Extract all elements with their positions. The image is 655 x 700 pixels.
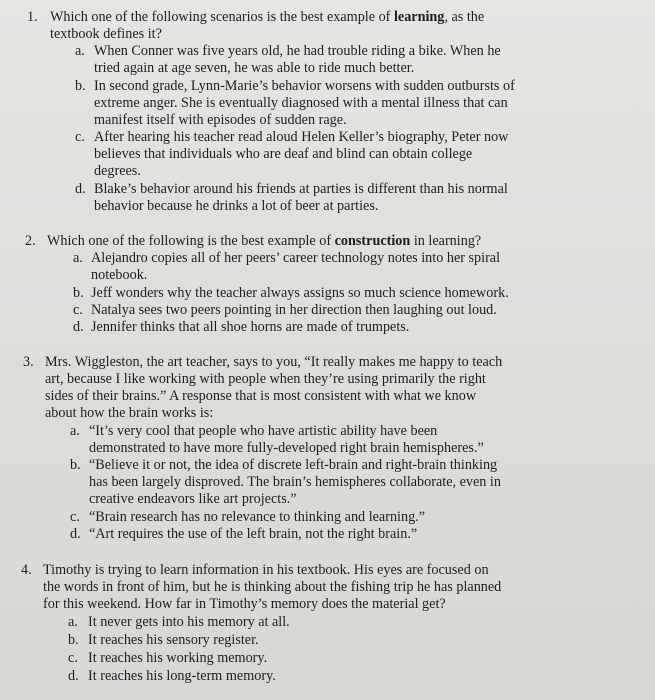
question-number: 2. bbox=[25, 233, 36, 249]
question-number: 1. bbox=[27, 9, 38, 25]
option-text: “Believe it or not, the idea of discrete left-brain and right-brain thinking bbox=[89, 457, 498, 473]
option-text: When Conner was five years old, he had trouble riding a bike. When he bbox=[94, 43, 501, 59]
option-letter: b. bbox=[73, 285, 84, 301]
option-text: manifest itself with episodes of sudden rage. bbox=[94, 112, 347, 128]
option-text: notebook. bbox=[91, 267, 148, 283]
question-stem-line: the words in front of him, but he is thinking about the fishing trip he has planned bbox=[43, 579, 502, 595]
option-text: “It’s very cool that people who have artistic ability have been bbox=[89, 423, 438, 439]
option-text: It reaches his sensory register. bbox=[88, 632, 259, 648]
option-text: Natalya sees two peers pointing in her direction then laughing out loud. bbox=[91, 302, 497, 318]
question-stem-line: for this weekend. How far in Timothy’s memory does the material get? bbox=[43, 596, 446, 612]
option-letter: b. bbox=[75, 78, 86, 94]
option-text: Jeff wonders why the teacher always assigns so much science homework. bbox=[91, 285, 509, 301]
question-number: 3. bbox=[23, 354, 34, 370]
option-letter: c. bbox=[68, 650, 78, 666]
option-letter: a. bbox=[70, 423, 80, 439]
option-text: Alejandro copies all of her peers’ career technology notes into her spiral bbox=[91, 250, 501, 266]
question-stem-line: Which one of the following scenarios is the best example of learning, as the bbox=[50, 9, 485, 25]
option-letter: c. bbox=[70, 509, 80, 525]
question-stem-line: Timothy is trying to learn information in his textbook. His eyes are focused on bbox=[43, 562, 489, 578]
option-text: tried again at age seven, he was able to ride much better. bbox=[94, 60, 415, 76]
question-stem-line: Which one of the following is the best example of construction in learning? bbox=[47, 233, 482, 249]
option-letter: b. bbox=[68, 632, 79, 648]
question-stem-line: about how the brain works is: bbox=[45, 405, 214, 421]
option-text: Blake’s behavior around his friends at parties is different than his normal bbox=[94, 181, 508, 197]
option-letter: a. bbox=[75, 43, 85, 59]
option-text: It reaches his long-term memory. bbox=[88, 668, 276, 684]
question-stem-line: Mrs. Wiggleston, the art teacher, says to you, “It really makes me happy to teach bbox=[45, 354, 503, 370]
option-letter: c. bbox=[73, 302, 83, 318]
option-letter: a. bbox=[68, 614, 78, 630]
option-text: extreme anger. She is eventually diagnosed with a mental illness that can bbox=[94, 95, 508, 111]
option-text: believes that individuals who are deaf and blind can obtain college bbox=[94, 146, 473, 162]
question-stem-line: art, because I like working with people when they’re using primarily the right bbox=[45, 371, 486, 387]
question-number: 4. bbox=[21, 562, 32, 578]
option-text: degrees. bbox=[94, 163, 141, 179]
option-letter: d. bbox=[68, 668, 79, 684]
option-letter: a. bbox=[73, 250, 83, 266]
option-text: demonstrated to have more fully-developed right brain hemispheres.” bbox=[89, 440, 484, 456]
option-text: creative endeavors like art projects.” bbox=[89, 491, 297, 507]
option-letter: d. bbox=[73, 319, 84, 335]
option-text: “Brain research has no relevance to thinking and learning.” bbox=[89, 509, 426, 525]
question-stem-line: sides of their brains.” A response that is most consistent with what we know bbox=[45, 388, 477, 404]
option-letter: d. bbox=[75, 181, 86, 197]
option-text: behavior because he drinks a lot of beer at parties. bbox=[94, 198, 379, 214]
option-text: It reaches his working memory. bbox=[88, 650, 268, 666]
question-stem-line: textbook defines it? bbox=[50, 26, 162, 42]
option-letter: d. bbox=[70, 526, 81, 542]
option-text: After hearing his teacher read aloud Helen Keller’s biography, Peter now bbox=[94, 129, 509, 145]
option-letter: b. bbox=[70, 457, 81, 473]
option-text: Jennifer thinks that all shoe horns are made of trumpets. bbox=[91, 319, 410, 335]
option-text: “Art requires the use of the left brain, not the right brain.” bbox=[89, 526, 418, 542]
option-letter: c. bbox=[75, 129, 85, 145]
option-text: In second grade, Lynn-Marie’s behavior worsens with sudden outbursts of bbox=[94, 78, 515, 94]
option-text: has been largely disproved. The brain’s hemispheres collaborate, even in bbox=[89, 474, 501, 490]
option-text: It never gets into his memory at all. bbox=[88, 614, 290, 630]
